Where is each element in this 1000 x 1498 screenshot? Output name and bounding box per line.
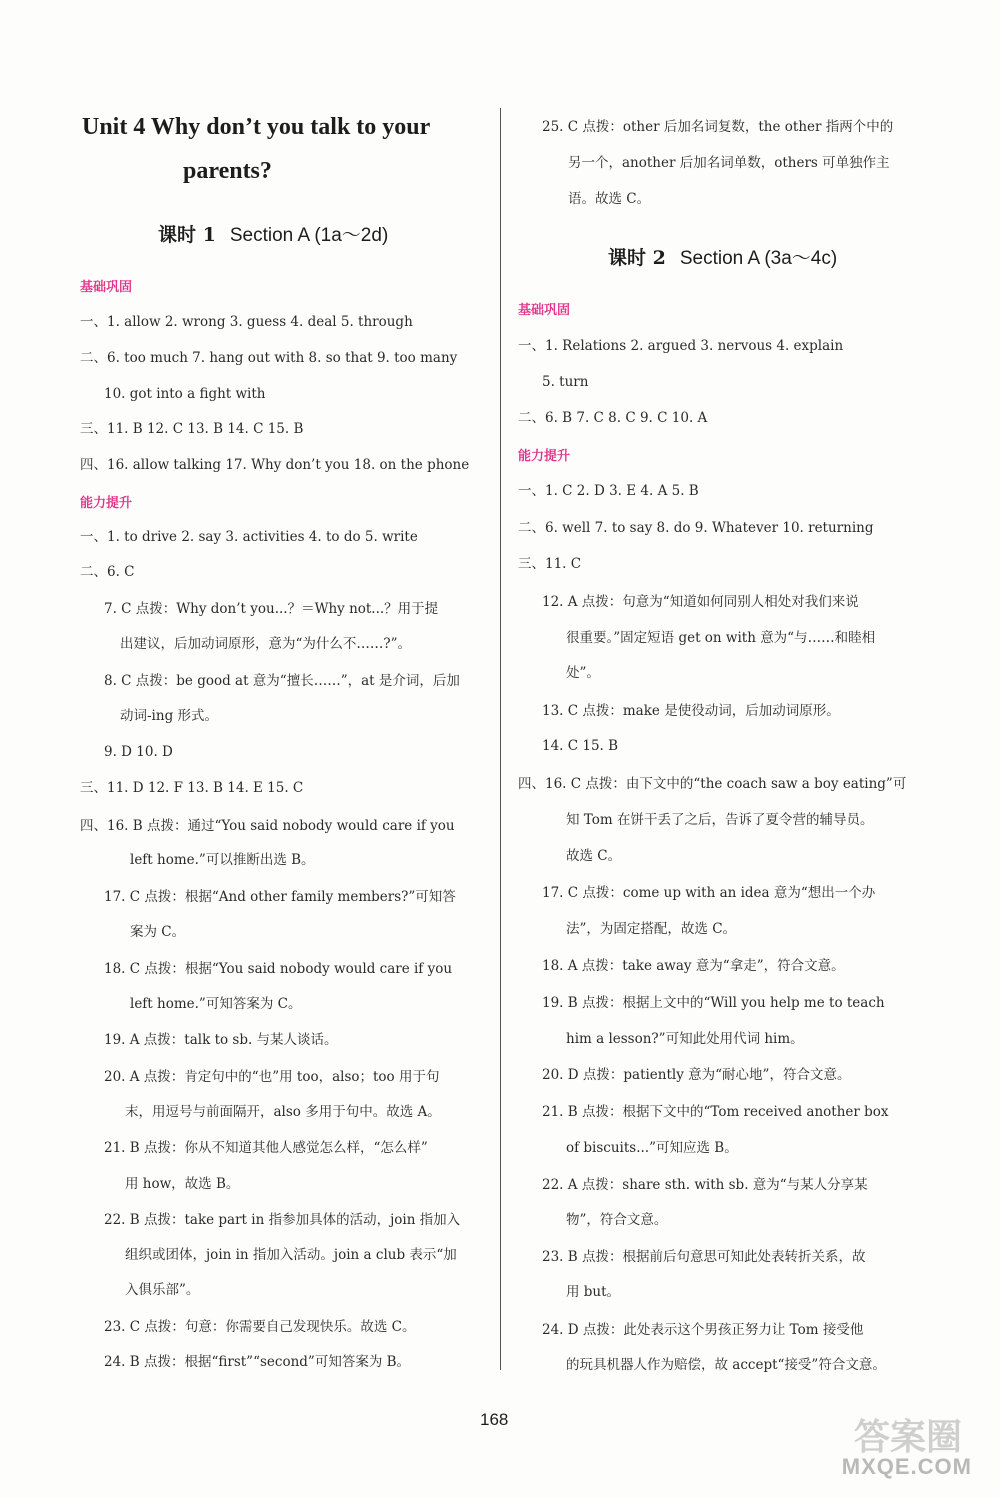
answer-line: 用 how，故选 B。 [125, 1176, 240, 1192]
answer-line: 物”，符合文意。 [566, 1212, 668, 1228]
answer-line: 出建议，后加动词原形，意为“为什么不……?”。 [120, 636, 412, 652]
page-number: 168 [480, 1410, 509, 1429]
answer-line: 处”。 [566, 665, 600, 681]
category-basic: 基础巩固 [80, 280, 133, 295]
answer-line: 9. D 10. D [104, 744, 173, 760]
answer-line: 知 Tom 在饼干丢了之后，告诉了夏令营的辅导员。 [566, 812, 874, 828]
answer-line: 20. A 点拨：肯定句中的“也”用 too，also；too 用于句 [104, 1069, 440, 1085]
answer-line: 一、1. allow 2. wrong 3. guess 4. deal 5. through [80, 314, 413, 330]
answer-line: 三、11. D 12. F 13. B 14. E 15. C [80, 780, 304, 796]
answer-line: 23. C 点拨：句意：你需要自己发现快乐。故选 C。 [104, 1319, 416, 1335]
watermark-logo [830, 1405, 980, 1480]
lesson-section: Section A (1a～2d) [229, 225, 389, 246]
answer-line: 入俱乐部”。 [125, 1282, 200, 1298]
answer-line: 5. turn [542, 374, 589, 390]
answer-line: 一、1. to drive 2. say 3. activities 4. to do 5. write [80, 529, 418, 545]
answer-line: 7. C 点拨：Why don’t you...？＝Why not...？用于提 [104, 601, 439, 617]
answer-line: 另一个，another 后加名词单数，others 可单独作主 [568, 155, 890, 171]
answer-line: 法”，为固定搭配，故选 C。 [566, 921, 737, 937]
answer-line: left home.”可以推断出选 B。 [130, 852, 315, 868]
answer-line: 23. B 点拨：根据前后句意思可知此处表转折关系，故 [542, 1249, 866, 1265]
answer-line: 动词-ing 形式。 [120, 708, 219, 724]
answer-line: 19. A 点拨：talk to sb. 与某人谈话。 [104, 1032, 338, 1048]
answer-line: 10. got into a fight with [104, 386, 266, 402]
answer-line: 很重要。”固定短语 get on with 意为“与……和睦相 [566, 630, 876, 646]
answer-line: of biscuits...”可知应选 B。 [566, 1140, 738, 1156]
column-divider [500, 108, 501, 1370]
category-basic: 基础巩固 [518, 303, 571, 318]
answer-line: 二、6. well 7. to say 8. do 9. Whatever 10. returning [518, 520, 874, 536]
answer-line: 12. A 点拨：句意为“知道如何同别人相处对我们来说 [542, 594, 859, 610]
answer-line: 13. C 点拨：make 是使役动词，后加动词原形。 [542, 703, 840, 719]
answer-line: 一、1. Relations 2. argued 3. nervous 4. explain [518, 338, 844, 354]
answer-line: 四、16. B 点拨：通过“You said nobody would care if you [80, 818, 455, 834]
answer-line: 二、6. B 7. C 8. C 9. C 10. A [518, 410, 708, 426]
answer-line: 四、16. allow talking 17. Why don’t you 18. on the phone [80, 457, 470, 473]
answer-line: him a lesson?”可知此处用代词 him。 [566, 1031, 804, 1047]
answer-line: 21. B 点拨：根据下文中的“Tom received another box [542, 1104, 889, 1120]
answer-line: 18. C 点拨：根据“You said nobody would care if you [104, 961, 453, 977]
answer-line: 三、11. B 12. C 13. B 14. C 15. B [80, 421, 304, 437]
answer-line: 二、6. C [80, 564, 135, 580]
answer-line: 三、11. C [518, 556, 582, 572]
category-advanced: 能力提升 [80, 496, 133, 511]
answer-line: 20. D 点拨：patiently 意为“耐心地”，符合文意。 [542, 1067, 851, 1083]
answer-line: 14. C 15. B [542, 738, 619, 754]
answer-line: 语。故选 C。 [568, 191, 651, 207]
watermark-glyphs: 答案圈 [853, 1416, 962, 1458]
lesson-heading-2 [608, 243, 837, 270]
watermark-url: MXQE.COM [841, 1454, 972, 1479]
answer-line: 8. C 点拨：be good at 意为“擅长……”，at 是介词，后加 [104, 673, 460, 689]
category-advanced: 能力提升 [518, 449, 571, 464]
answer-line: 22. B 点拨：take part in 指参加具体的活动，join 指加入 [104, 1212, 461, 1228]
lesson-number: 课时 1 [158, 224, 216, 246]
answer-line: 18. A 点拨：take away 意为“拿走”，符合文意。 [542, 958, 845, 974]
answer-line: 末，用逗号与前面隔开，also 多用于句中。故选 A。 [125, 1104, 441, 1120]
answer-line: 一、1. C 2. D 3. E 4. A 5. B [518, 483, 699, 499]
unit-title-line-1: Unit 4 Why don’t you talk to your [82, 114, 431, 140]
unit-title-line-2: parents? [183, 158, 272, 184]
answer-line: 24. D 点拨：此处表示这个男孩正努力让 Tom 接受他 [542, 1322, 864, 1338]
answer-line: 四、16. C 点拨：由下文中的“the coach saw a boy eating”可 [518, 776, 907, 792]
answer-line: 的玩具机器人作为赔偿，故 accept“接受”符合文意。 [566, 1357, 886, 1373]
answer-line: 17. C 点拨：根据“And other family members?”可知答 [104, 889, 456, 905]
answer-line: 案为 C。 [130, 924, 186, 940]
answer-line: 用 but。 [566, 1284, 621, 1300]
answer-line: 组织或团体，join in 指加入活动。join a club 表示“加 [125, 1247, 457, 1263]
answer-line: left home.”可知答案为 C。 [130, 996, 302, 1012]
lesson-number: 课时 2 [608, 247, 666, 269]
answer-line: 22. A 点拨：share sth. with sb. 意为“与某人分享某 [542, 1177, 868, 1193]
answer-line: 25. C 点拨：other 后加名词复数，the other 指两个中的 [542, 119, 894, 135]
lesson-section: Section A (3a～4c) [679, 248, 838, 269]
answer-line: 19. B 点拨：根据上文中的“Will you help me to teach [542, 995, 885, 1011]
answer-line: 24. B 点拨：根据“first”“second”可知答案为 B。 [104, 1354, 411, 1370]
answer-line: 21. B 点拨：你从不知道其他人感觉怎么样，“怎么样” [104, 1140, 428, 1156]
answer-line: 17. C 点拨：come up with an idea 意为“想出一个办 [542, 885, 876, 901]
answer-line: 故选 C。 [566, 848, 622, 864]
answer-line: 二、6. too much 7. hang out with 8. so that 9. too many [80, 350, 458, 366]
lesson-heading-1 [158, 220, 388, 247]
